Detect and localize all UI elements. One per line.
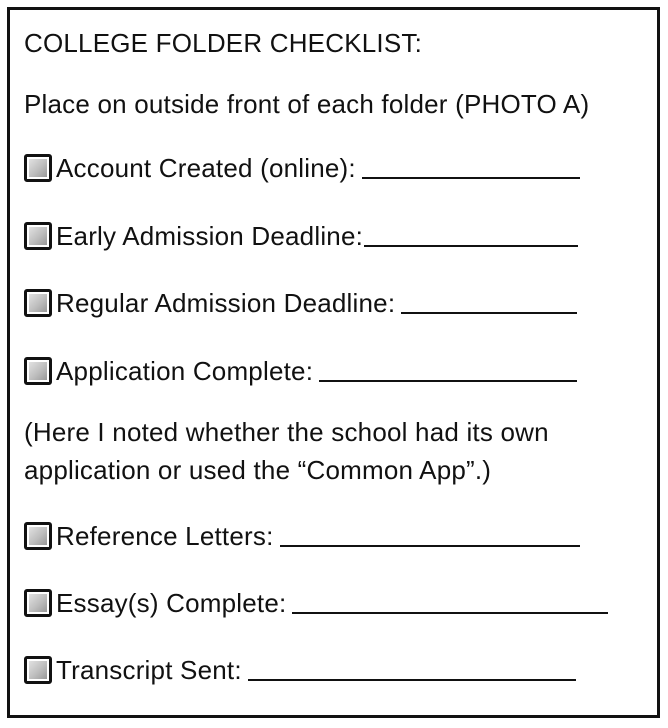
checkbox-icon[interactable]: [24, 589, 52, 617]
checkbox-icon[interactable]: [24, 656, 52, 684]
college-folder-checklist-card: [7, 7, 660, 718]
checklist-item-application-complete: [24, 356, 577, 386]
checkbox-icon[interactable]: [24, 154, 52, 182]
fill-in-blank-line[interactable]: [362, 177, 580, 179]
checkbox-icon[interactable]: [24, 357, 52, 385]
fill-in-blank-line[interactable]: [319, 380, 577, 382]
checkbox-icon[interactable]: [24, 289, 52, 317]
checklist-instruction: Place on outside front of each folder (PHOTO A): [24, 89, 590, 119]
checklist-item-essays-complete: [24, 588, 608, 618]
fill-in-blank-line[interactable]: [292, 612, 608, 614]
checklist-title: COLLEGE FOLDER CHECKLIST:: [24, 28, 422, 58]
checklist-item-regular-admission: [24, 288, 577, 318]
checklist-item-label: Early Admission Deadline:: [56, 221, 364, 251]
checklist-item-reference-letters: [24, 521, 580, 551]
fill-in-blank-line[interactable]: [248, 679, 576, 681]
checklist-item-label: Transcript Sent:: [56, 655, 242, 685]
checklist-item-early-admission: [24, 221, 578, 251]
checklist-item-label: Application Complete:: [56, 356, 314, 386]
fill-in-blank-line[interactable]: [401, 312, 577, 314]
checkbox-icon[interactable]: [24, 222, 52, 250]
checklist-note: (Here I noted whether the school had its own application or used the “Common App”.): [24, 417, 549, 485]
checklist-item-transcript-sent: [24, 655, 576, 685]
checkbox-icon[interactable]: [24, 522, 52, 550]
checklist-item-label: Reference Letters:: [56, 521, 274, 551]
fill-in-blank-line[interactable]: [280, 545, 580, 547]
checklist-item-label: Account Created (online):: [56, 153, 356, 183]
checklist-item-account-created: [24, 153, 580, 183]
checklist-item-label: Regular Admission Deadline:: [56, 288, 396, 318]
fill-in-blank-line[interactable]: [364, 245, 578, 247]
checklist-item-label: Essay(s) Complete:: [56, 588, 287, 618]
